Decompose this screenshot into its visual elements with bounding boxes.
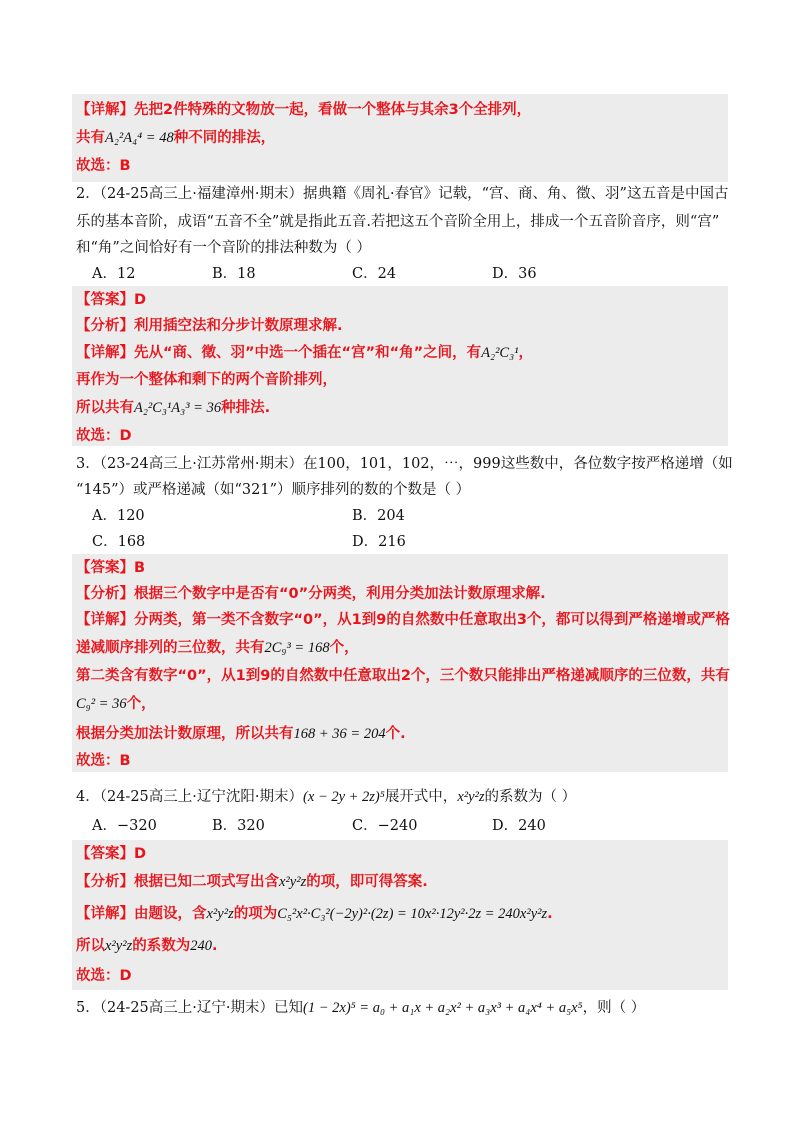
- detail-text: 的系数为: [132, 938, 191, 954]
- analysis-text: 利用插空法和分步计数原理求解.: [134, 318, 343, 334]
- detail-label: 【详解】: [76, 102, 134, 118]
- detail-text: 再作为一个整体和剩下的两个音阶排列，: [76, 372, 337, 388]
- q1-detail-line-2: [76, 128, 275, 148]
- question-number: 4．: [76, 789, 100, 805]
- analysis-text: 根据三个数字中是否有“0”分两类，利用分类加法计数原理求解.: [134, 586, 546, 602]
- q3-detail-line-2: [76, 638, 359, 658]
- choice-label: 故选：: [76, 968, 120, 984]
- q1-choice-line: [76, 156, 131, 176]
- formula: 240: [190, 938, 212, 954]
- question-stem: 在100，101，102，⋯，999这些数中，各位数字按严格递增（如: [303, 456, 733, 472]
- q5-stem-line: [76, 998, 645, 1018]
- question-source: （24-25高三上·福建漳州·期末）: [99, 186, 304, 202]
- q3-option-b: B．204: [352, 508, 405, 524]
- answer-value: D: [134, 292, 147, 308]
- q2-stem-line-2: [76, 212, 719, 232]
- detail-text: 个.: [385, 726, 406, 742]
- q2-option-a: A．12: [92, 266, 136, 282]
- detail-text: 个，: [329, 640, 359, 656]
- detail-text: 先从“商、徵、羽”中选一个插在“宫”和“角”之间，有: [134, 345, 482, 361]
- question-stem: 已知: [274, 1000, 304, 1016]
- formula: x²y²z: [279, 874, 307, 890]
- detail-text: 种排法.: [221, 400, 271, 416]
- question-stem: 乐的基本音阶，成语“五音不全”就是指此五音.若把这五个音阶全用上，排成一个五音阶音序，则“宫”: [76, 214, 720, 230]
- formula: C₅²x²·C₃²(−2y)²·(2z) = 10x²·12y²·2z = 240x²y²z: [277, 906, 548, 922]
- q2-stem-line-3: [76, 238, 371, 258]
- detail-text: 分两类，第一类不含数字“0”，从1到9的自然数中任意取出3个，都可以得到严格递增或严格: [134, 612, 730, 628]
- q4-stem-line: [76, 787, 576, 807]
- formula: A₂²A₄⁴ = 48: [105, 130, 174, 146]
- question-stem: “145”）或严格递减（如“321”）顺序排列的数的个数是（ ）: [76, 482, 471, 498]
- q4-analysis-line: [76, 872, 428, 892]
- formula: A₂²C₃¹A₃³ = 36: [134, 400, 222, 416]
- formula: (x − 2y + 2z)⁵: [303, 789, 385, 805]
- formula: A₂²C₃¹: [481, 345, 519, 361]
- question-source: （24-25高三上·辽宁·期末）: [99, 1000, 275, 1016]
- formula: 2C₉³ = 168: [264, 640, 330, 656]
- q2-choice-line: [76, 426, 132, 446]
- question-stem: 展开式中，: [384, 789, 458, 805]
- q3-detail-line-4: [76, 694, 156, 714]
- choice-value: D: [119, 428, 132, 444]
- question-number: 2．: [76, 186, 100, 202]
- detail-label: 【详解】: [76, 345, 134, 361]
- detail-text: 根据分类加法计数原理，所以共有: [76, 726, 294, 742]
- q1-detail-line: [76, 100, 531, 120]
- q3-answer-line: [76, 558, 145, 578]
- q3-stem-line-1: [76, 454, 733, 474]
- answer-label: 【答案】: [76, 292, 134, 308]
- formula: x²y²z: [457, 789, 485, 805]
- detail-text: 所以: [76, 938, 105, 954]
- q4-option-b: B．320: [212, 818, 265, 834]
- q2-solution-block: [72, 286, 728, 446]
- q2-detail-line-3: [76, 398, 270, 418]
- choice-label: 故选：: [76, 158, 120, 174]
- choice-label: 故选：: [76, 428, 120, 444]
- q4-option-a: A．−320: [92, 818, 157, 834]
- q2-option-c: C．24: [352, 266, 397, 282]
- q4-choice-line: [76, 966, 132, 986]
- analysis-label: 【分析】: [76, 586, 134, 602]
- question-stem: 的系数为（ ）: [484, 789, 577, 805]
- question-number: 5．: [76, 1000, 100, 1016]
- q2-analysis-line: [76, 316, 343, 336]
- formula: C₉² = 36: [76, 696, 127, 712]
- detail-text: 所以共有: [76, 400, 134, 416]
- q2-option-b: B．18: [212, 266, 256, 282]
- detail-text: 由题设，含: [134, 906, 207, 922]
- q4-detail-line: [76, 904, 553, 924]
- q3-option-d: D．216: [352, 534, 406, 550]
- question-number: 3．: [76, 456, 100, 472]
- detail-text: 第二类含有数字“0”，从1到9的自然数中任意取出2个，三个数只能排出严格递减顺序的三位数，共有: [76, 668, 730, 684]
- formula: (1 − 2x)⁵ = a₀ + a₁x + a₂x² + a₃x³ + a₄x⁴ + a₅x⁵: [303, 1000, 583, 1016]
- q2-detail-line-2: [76, 370, 337, 390]
- q3-detail-line-1: [76, 610, 730, 630]
- q3-detail-line-3: [76, 666, 730, 686]
- detail-text: ，: [518, 345, 533, 361]
- detail-text: 先把2件特殊的文物放一起，看做一个整体与其余3个全排列，: [134, 102, 532, 118]
- q4-option-d: D．240: [492, 818, 546, 834]
- detail-label: 【详解】: [76, 612, 134, 628]
- question-stem: 据典籍《周礼·春官》记载，“宫、商、角、徵、羽”这五音是中国古: [303, 186, 729, 202]
- detail-label: 【详解】: [76, 906, 134, 922]
- question-source: （24-25高三上·辽宁沈阳·期末）: [99, 789, 304, 805]
- q3-stem-line-2: [76, 480, 470, 500]
- detail-text: .: [547, 906, 553, 922]
- question-stem: ，则（ ）: [582, 1000, 646, 1016]
- detail-text: 共有: [76, 130, 105, 146]
- q2-answer-line: [76, 290, 146, 310]
- choice-value: B: [119, 753, 131, 769]
- q3-detail-line-5: [76, 724, 406, 744]
- detail-text: 个，: [126, 696, 156, 712]
- choice-value: D: [119, 968, 132, 984]
- answer-label: 【答案】: [76, 560, 134, 576]
- q3-analysis-line: [76, 584, 546, 604]
- formula: x²y²z: [206, 906, 234, 922]
- detail-text: 的项为: [233, 906, 278, 922]
- choice-label: 故选：: [76, 753, 120, 769]
- detail-text: 递减顺序排列的三位数，共有: [76, 640, 265, 656]
- q2-stem-line-1: [76, 184, 728, 204]
- answer-label: 【答案】: [76, 846, 134, 862]
- question-stem: 和“角”之间恰好有一个音阶的排法种数为（ ）: [76, 240, 371, 256]
- formula: 168 + 36 = 204: [293, 726, 386, 742]
- detail-text: .: [211, 938, 218, 954]
- analysis-text: 根据已知二项式写出含: [134, 874, 279, 890]
- choice-value: B: [119, 158, 131, 174]
- q4-option-c: C．−240: [352, 818, 418, 834]
- q2-option-d: D．36: [492, 266, 537, 282]
- q4-answer-line: [76, 844, 146, 864]
- q3-option-a: A．120: [92, 508, 145, 524]
- answer-value: D: [134, 846, 147, 862]
- analysis-label: 【分析】: [76, 318, 134, 334]
- q3-choice-line: [76, 751, 131, 771]
- analysis-text: 的项，即可得答案.: [306, 874, 428, 890]
- analysis-label: 【分析】: [76, 874, 134, 890]
- answer-value: B: [134, 560, 146, 576]
- question-source: （23-24高三上·江苏常州·期末）: [99, 456, 304, 472]
- formula: x²y²z: [105, 938, 133, 954]
- q3-option-c: C．168: [92, 534, 146, 550]
- q4-conclusion-line: [76, 936, 217, 956]
- detail-text: 种不同的排法，: [173, 130, 276, 146]
- q2-detail-line-1: [76, 343, 533, 363]
